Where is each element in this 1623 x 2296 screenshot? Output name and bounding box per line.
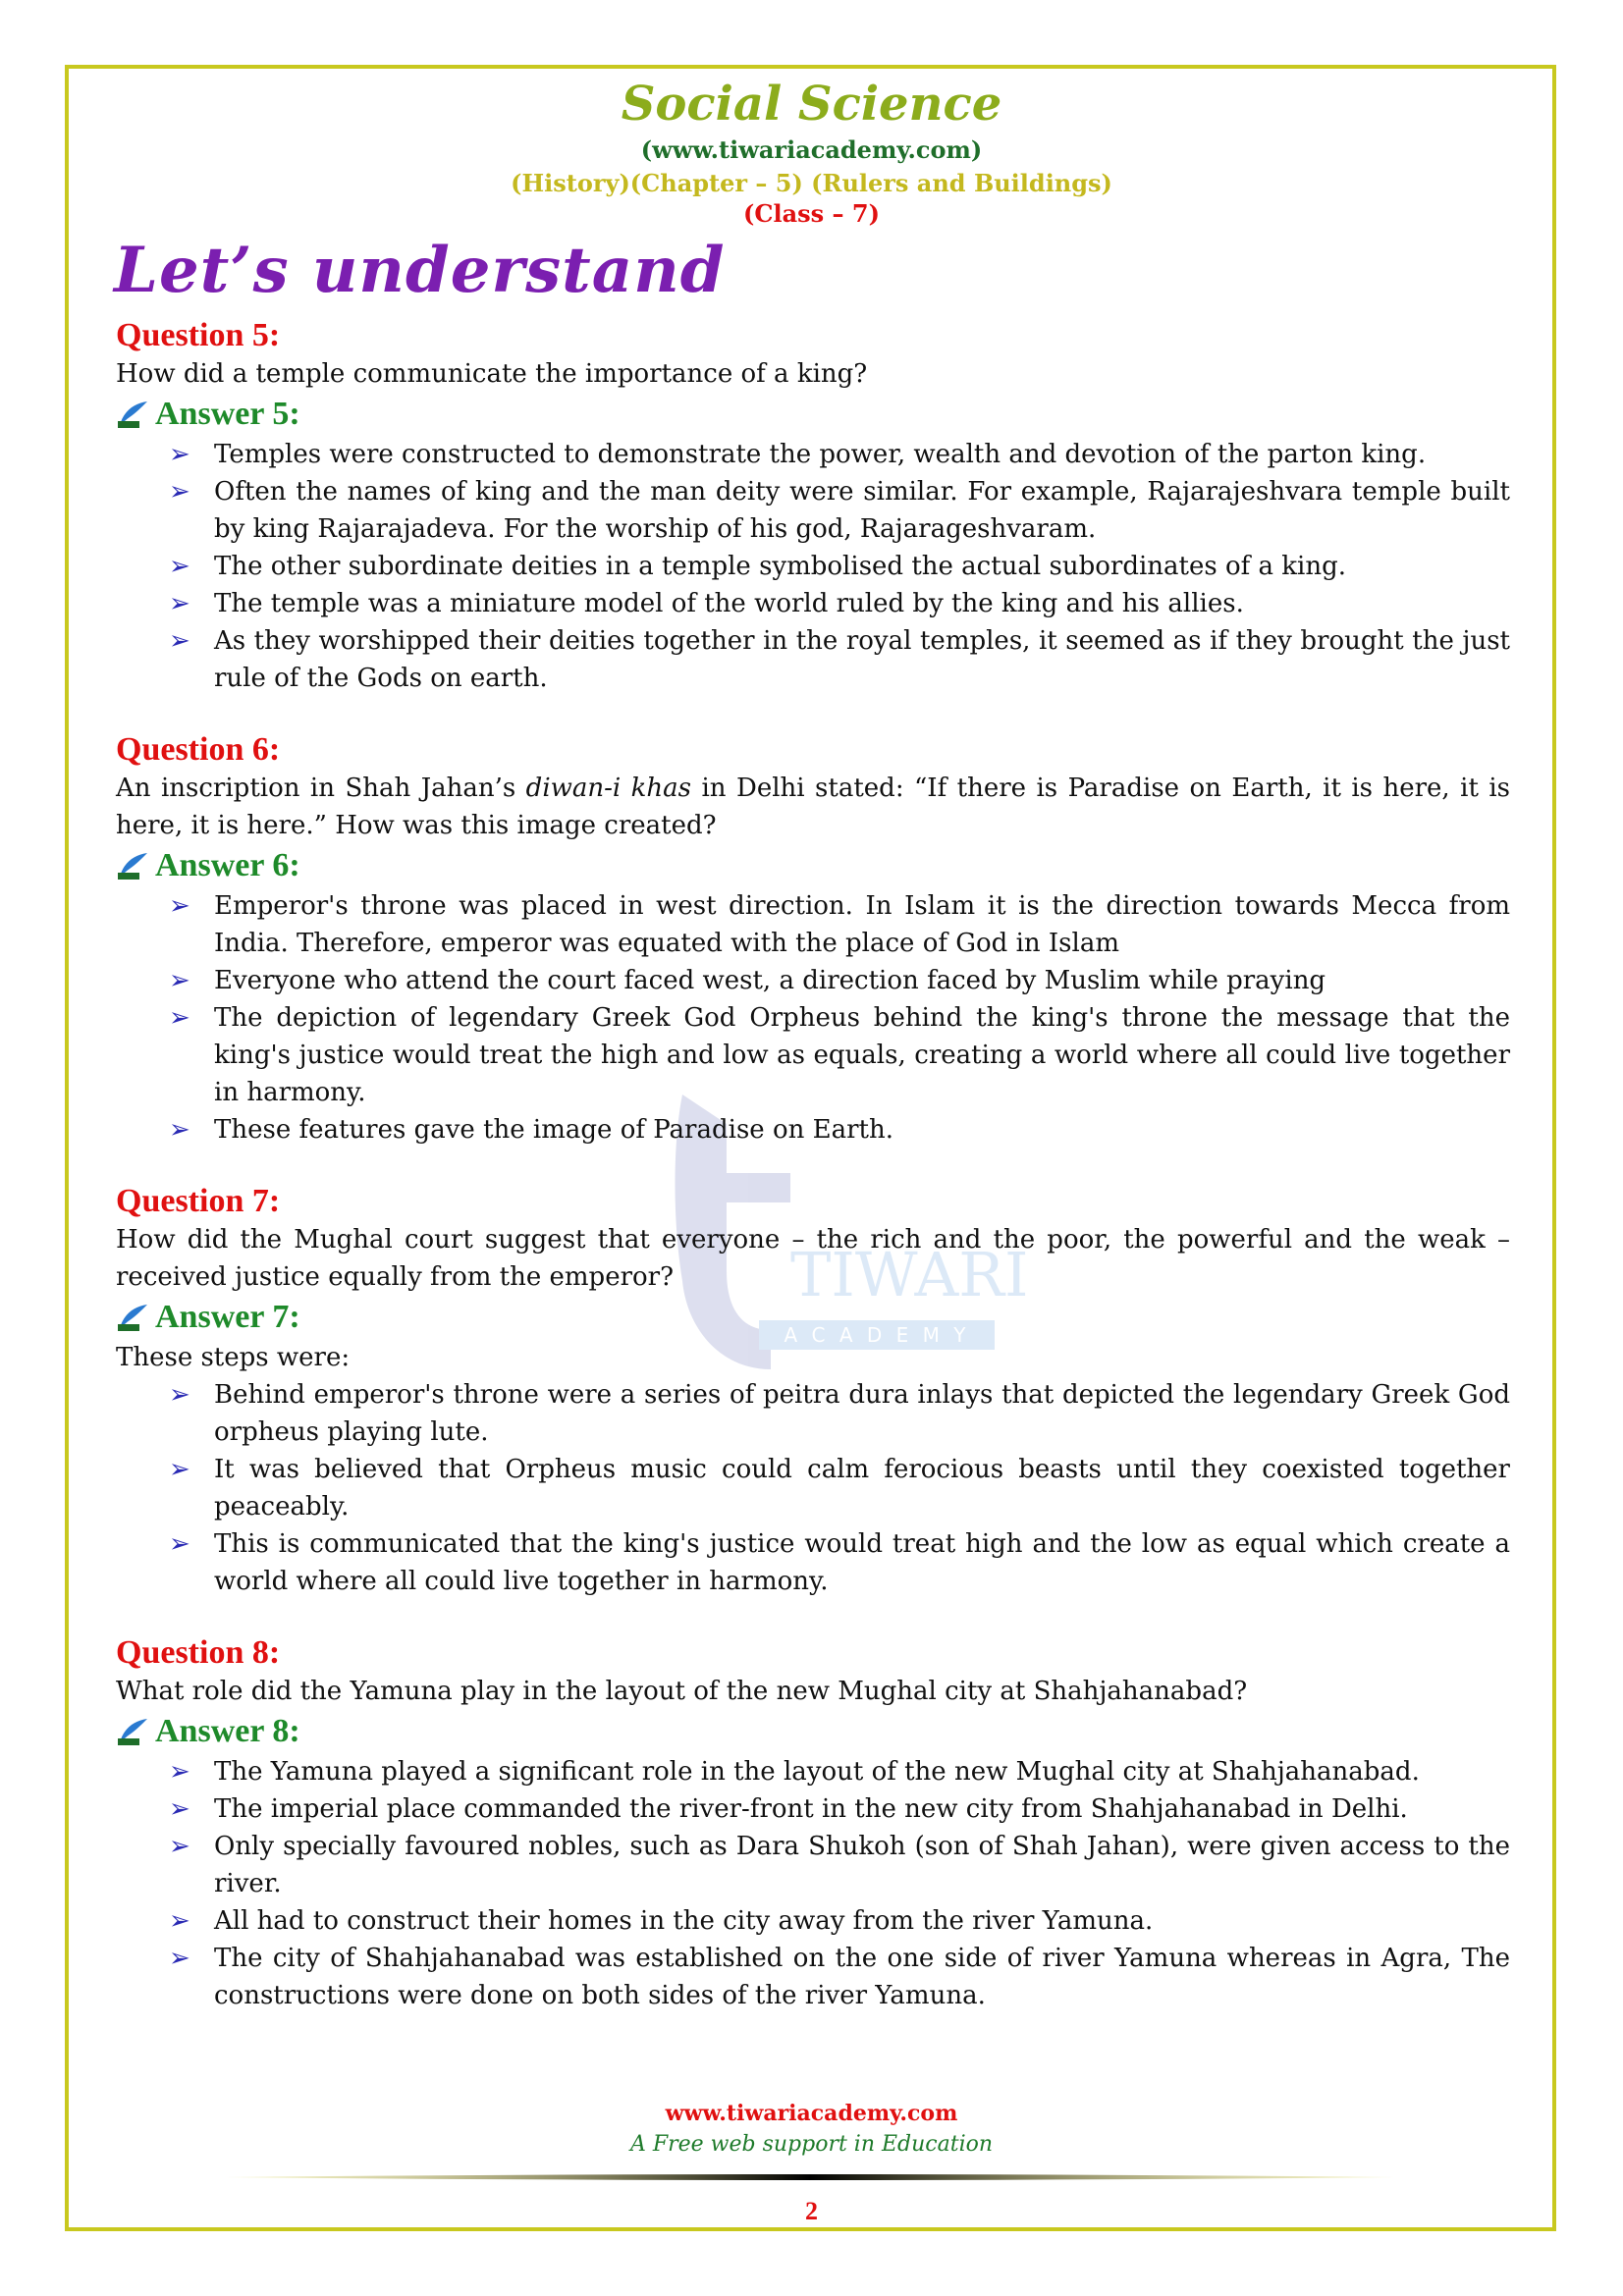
list-item: ➢ The depiction of legendary Greek God Orpheus behind the king's throne the message that the king's justice would treat the high and low as equals, creating a world where all could live together in harmony. <box>214 999 1510 1111</box>
question-label: Question 7: <box>116 1183 281 1219</box>
arrow-bullet-icon: ➢ <box>169 1832 190 1861</box>
arrow-bullet-icon: ➢ <box>169 552 190 581</box>
chapter-info: (History)(Chapter – 5) (Rulers and Buildings) <box>511 169 1112 197</box>
list-item: ➢ The temple was a miniature model of the world ruled by the king and his allies. <box>214 585 1510 622</box>
list-item: ➢ As they worshipped their deities together in the royal temples, it seemed as if they brought the just rule of the Gods on earth. <box>214 622 1510 697</box>
list-item: ➢ The other subordinate deities in a temple symbolised the actual subordinates of a king. <box>214 548 1510 585</box>
arrow-bullet-icon: ➢ <box>169 589 190 618</box>
arrow-bullet-icon: ➢ <box>169 1906 190 1936</box>
list-item: ➢ Behind emperor's throne were a series of peitra dura inlays that depicted the legendary Greek God orpheus playing lute. <box>214 1376 1510 1451</box>
list-item: ➢ Often the names of king and the man deity were similar. For example, Rajarajeshvara temple built by king Rajarajadeva. For the worship of his god, Rajarageshvaram. <box>214 473 1510 548</box>
answer-intro: These steps were: <box>116 1343 351 1372</box>
answer-list <box>116 1376 1510 1600</box>
arrow-bullet-icon: ➢ <box>169 1115 190 1145</box>
list-item: ➢ The imperial place commanded the river-front in the new city from Shahjahanabad in Delhi. <box>214 1790 1510 1828</box>
quill-icon <box>116 1303 149 1332</box>
answer-list <box>116 887 1510 1148</box>
answer-heading <box>116 393 1510 436</box>
list-item: ➢ The city of Shahjahanabad was established on the one side of river Yamuna whereas in Agra, The constructions were done on both sides of the river Yamuna. <box>214 1940 1510 2014</box>
answer-label: Answer 6: <box>155 847 300 883</box>
qa-block-5 <box>116 316 1510 697</box>
watermark-sub: A C A D E M Y <box>784 1323 970 1347</box>
arrow-bullet-icon: ➢ <box>169 440 190 469</box>
answer-heading <box>116 1710 1510 1753</box>
header-url[interactable]: (www.tiwariacademy.com) <box>640 135 983 164</box>
answer-list <box>116 436 1510 697</box>
answer-label: Answer 5: <box>155 396 300 432</box>
quill-icon <box>116 400 149 429</box>
list-item: ➢ It was believed that Orpheus music could calm ferocious beasts until they coexisted together peaceably. <box>214 1451 1510 1525</box>
arrow-bullet-icon: ➢ <box>169 1380 190 1410</box>
list-item: ➢ Temples were constructed to demonstrate the power, wealth and devotion of the parton king. <box>214 436 1510 473</box>
qa-block-6 <box>116 730 1510 1148</box>
list-item: ➢ Emperor's throne was placed in west direction. In Islam it is the direction towards Mecca from India. Therefore, emperor was equated with the place of God in Islam <box>214 887 1510 962</box>
arrow-bullet-icon: ➢ <box>169 1944 190 1973</box>
list-item: ➢ These features gave the image of Paradise on Earth. <box>214 1111 1510 1148</box>
section-title: Let’s understand <box>114 234 726 307</box>
qa-block-7 <box>116 1182 1510 1600</box>
quill-icon <box>116 851 149 881</box>
answer-label: Answer 8: <box>155 1713 300 1749</box>
list-item: ➢ Everyone who attend the court faced west, a direction faced by Muslim while praying <box>214 962 1510 999</box>
class-info: (Class – 7) <box>743 199 880 228</box>
quill-icon <box>116 1717 149 1746</box>
arrow-bullet-icon: ➢ <box>169 1455 190 1484</box>
question-text: What role did the Yamuna play in the layout of the new Mughal city at Shahjahanabad? <box>116 1677 1248 1706</box>
question-label: Question 6: <box>116 731 281 768</box>
arrow-bullet-icon: ➢ <box>169 891 190 921</box>
footer-tagline: A Free web support in Education <box>629 2132 994 2157</box>
answer-heading <box>116 844 1510 887</box>
arrow-bullet-icon: ➢ <box>169 626 190 656</box>
footer-url[interactable]: www.tiwariacademy.com <box>665 2101 958 2126</box>
answer-list <box>116 1753 1510 2014</box>
list-item: ➢ This is communicated that the king's justice would treat high and the low as equal which create a world where all could live together in harmony. <box>214 1525 1510 1600</box>
list-item: ➢ Only specially favoured nobles, such as Dara Shukoh (son of Shah Jahan), were given access to the river. <box>214 1828 1510 1902</box>
arrow-bullet-icon: ➢ <box>169 1794 190 1824</box>
footer-divider <box>226 2173 1394 2181</box>
qa-content <box>116 316 1510 2048</box>
arrow-bullet-icon: ➢ <box>169 477 190 507</box>
question-label: Question 8: <box>116 1634 281 1671</box>
arrow-bullet-icon: ➢ <box>169 1529 190 1559</box>
list-item: ➢ The Yamuna played a significant role in the layout of the new Mughal city at Shahjahanabad. <box>214 1753 1510 1790</box>
answer-label: Answer 7: <box>155 1299 300 1335</box>
question-text: How did the Mughal court suggest that everyone – the rich and the poor, the powerful and the weak – received justice equally from the emperor? <box>116 1225 1510 1292</box>
page-title: Social Science <box>621 77 1002 132</box>
arrow-bullet-icon: ➢ <box>169 1003 190 1033</box>
list-item: ➢ All had to construct their homes in the city away from the river Yamuna. <box>214 1902 1510 1940</box>
watermark-brand: TIWARI <box>790 1239 1029 1310</box>
question-text: An inscription in Shah Jahan’s diwan-i khas in Delhi stated: “If there is Paradise on Earth, it is here, it is here, it is here.” How was this image created? <box>116 774 1511 840</box>
question-label: Question 5: <box>116 317 281 353</box>
arrow-bullet-icon: ➢ <box>169 1757 190 1787</box>
arrow-bullet-icon: ➢ <box>169 966 190 995</box>
page-number: 2 <box>805 2197 818 2225</box>
qa-block-8 <box>116 1633 1510 2014</box>
question-text: How did a temple communicate the importance of a king? <box>116 359 868 389</box>
answer-heading <box>116 1296 1510 1339</box>
